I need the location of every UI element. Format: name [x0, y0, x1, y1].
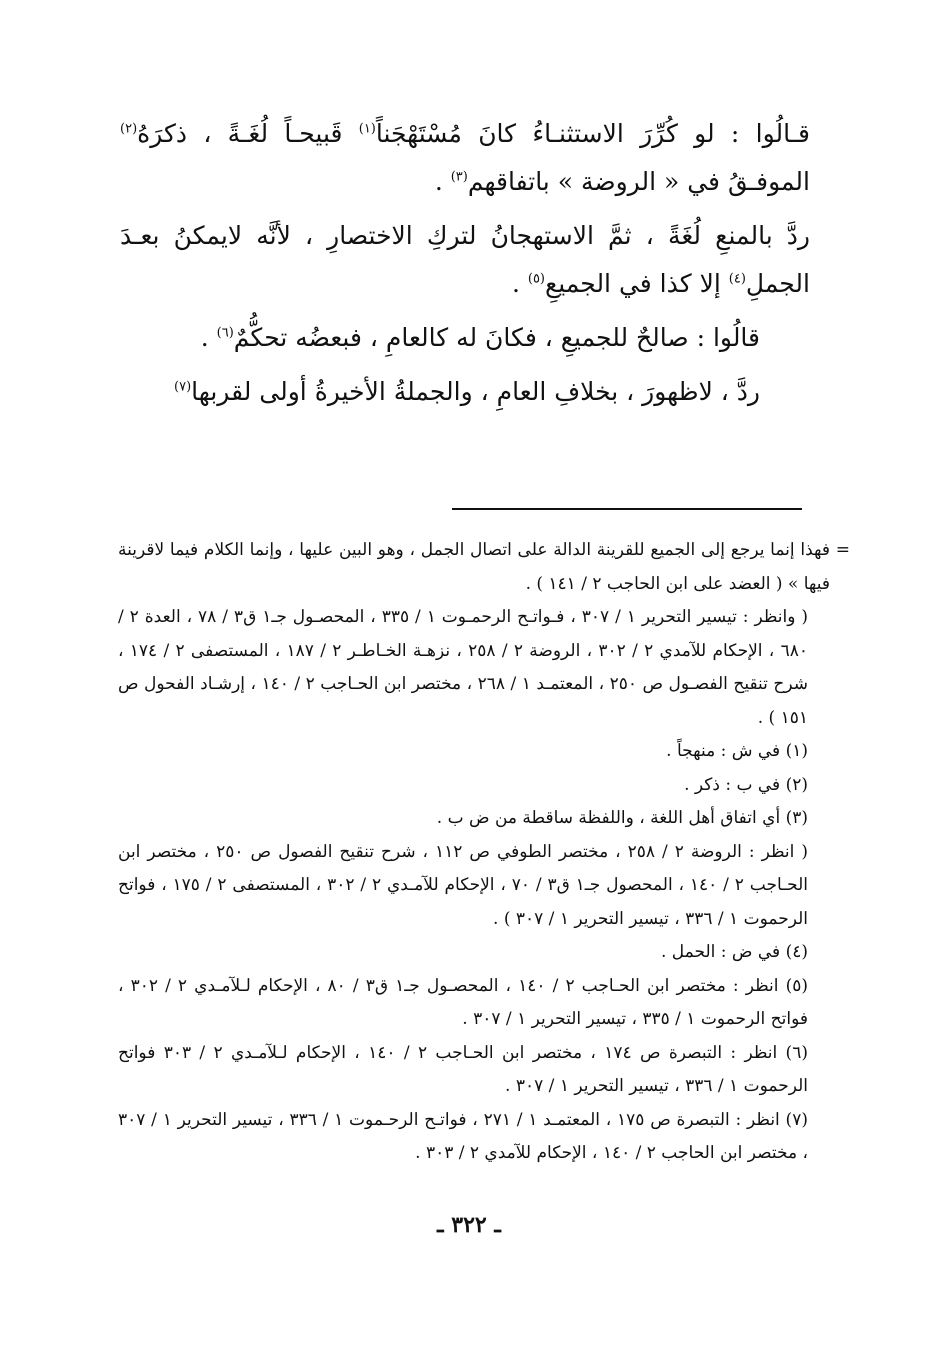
- text-run: الموفـقُ في « الروضة » باتفاقهم: [467, 167, 810, 196]
- footnote-4: (٤) في ض : الحمل .: [661, 942, 808, 962]
- text-run: .: [200, 323, 217, 352]
- footnotes: [118, 534, 850, 1171]
- text-run: قـالُوا : لو كُرِّرَ الاستثنـاءُ كانَ مُسْتَهْجَناً: [375, 119, 810, 148]
- text-run: إلا كذا في الجميعِ: [545, 269, 729, 298]
- main-text: [120, 110, 810, 416]
- main-paragraph: [120, 314, 810, 362]
- main-paragraph: [120, 110, 810, 206]
- text-run: .: [434, 167, 451, 196]
- page-number: ـ ٣٢٢ ـ: [437, 1212, 501, 1238]
- footnote-3: (٣) أي اتفاق أهل اللغة ، واللفظة ساقطة من ض ب .: [436, 808, 808, 828]
- footnote-text: فهذا إنما يرجع إلى الجميع للقرينة الدالة على اتصال الجمل ، وهو البين عليها ، وإنما الكلام فيما لاقرينة فيها » ( العضد على ابن الحاجب ٢ / ١٤١ ) .: [118, 540, 830, 594]
- continuation-mark: =: [835, 540, 850, 560]
- footnote-separator: [452, 508, 802, 510]
- footnote-ref: (٥): [527, 271, 545, 287]
- footnote-5: (٥) انظر : مختصر ابن الحـاجب ٢ / ١٤٠ ، المحصـول جـ١ ق٣ / ٨٠ ، الإحكام لـلآمـدي ٢ / ٣٠٢ ، فواتح الرحموت ١ / ٣٣٥ ، تيسير التحرير ١ / ٣٠٧ .: [118, 975, 809, 1029]
- footnote-continuation: [118, 534, 850, 601]
- footnote-6: (٦) انظر : التبصرة ص ١٧٤ ، مختصر ابن الحـاجب ٢ / ١٤٠ ، الإحكام لـلآمـدي ٢ / ٣٠٣ فواتح الرحموت ١ / ٣٣٦ ، تيسير التحرير ١ / ٣٠٧ .: [118, 1042, 808, 1096]
- footnote-ref: (٧): [174, 379, 192, 395]
- footnote-ref: (٦): [216, 325, 234, 341]
- main-paragraph: [120, 368, 810, 416]
- footnote-3-references: ( انظر : الروضة ٢ / ٢٥٨ ، مختصر الطوفي ص ١١٢ ، شرح تنقيح الفصول ص ٢٥٠ ، مختصر ابن الحـاجب ٢ / ١٤٠ ، المحصول جـ١ ق٣ / ٧٠ ، الإحكام للآمـدي ٢ / ٣٠٢ ، المستصفى ٢ / ١٧٥ ، فواتح الرحموت ١ / ٣٣٦ ، تيسير التحرير ١ / ٣٠٧ ) .: [118, 841, 808, 929]
- footnote-ref: (٣): [450, 169, 468, 185]
- text-run: قَبيحـاً لُغَـةً ، ذكرَهُ: [137, 119, 359, 148]
- text-run: .: [511, 269, 528, 298]
- footnote-ref: (٤): [728, 271, 746, 287]
- footnote-7: (٧) انظر : التبصرة ص ١٧٥ ، المعتمـد ١ / ٢٧١ ، فواتـح الرحـموت ١ / ٣٣٦ ، تيسير التحرير ١ / ٣٠٧ ، مختصر ابن الحاجب ٢ / ١٤٠ ، الإحكام للآمدي ٢ / ٣٠٣ .: [118, 1109, 808, 1163]
- footnote-reference-list: ( وانظر : تيسير التحرير ١ / ٣٠٧ ، فـواتـح الرحمـوت ١ / ٣٣٥ ، المحصـول جـ١ ق٣ / ٧٨ ، العدة ٢ / ٦٨٠ ، الإحكام للآمدي ٢ / ٣٠٢ ، الروضة ٢ / ٢٥٨ ، نزهـة الخـاطـر ٢ / ١٨٧ ، المستصفى ٢ / ١٧٤ ، شرح تنقيح الفصـول ص ٢٥٠ ، المعتمـد ١ / ٢٦٨ ، مختصر ابن الحـاجب ٢ / ١٤٠ ، إرشـاد الفحول ص ١٥١ ) .: [118, 607, 809, 728]
- text-run: ردَّ بالمنعِ لُغَةً ، ثمَّ الاستهجانُ لتركِ الاختصارِ ، لأنَّه لايمكنُ بعـدَ الجملِ: [120, 221, 810, 298]
- text-run: ردَّ ، لاظهورَ ، بخلافِ العامِ ، والجملةُ الأخيرةُ أولى لقربها: [191, 377, 760, 406]
- main-paragraph: [120, 212, 810, 308]
- footnote-1: (١) في ش : منهجاً .: [666, 741, 808, 761]
- footnote-ref: (٢): [120, 121, 138, 137]
- footnote-ref: (١): [358, 121, 376, 137]
- text-run: قالُوا : صالحٌ للجميعِ ، فكانَ له كالعامِ ، فبعضُه تحكُّمٌ: [233, 323, 760, 352]
- footnote-2: (٢) في ب : ذكر .: [684, 774, 808, 795]
